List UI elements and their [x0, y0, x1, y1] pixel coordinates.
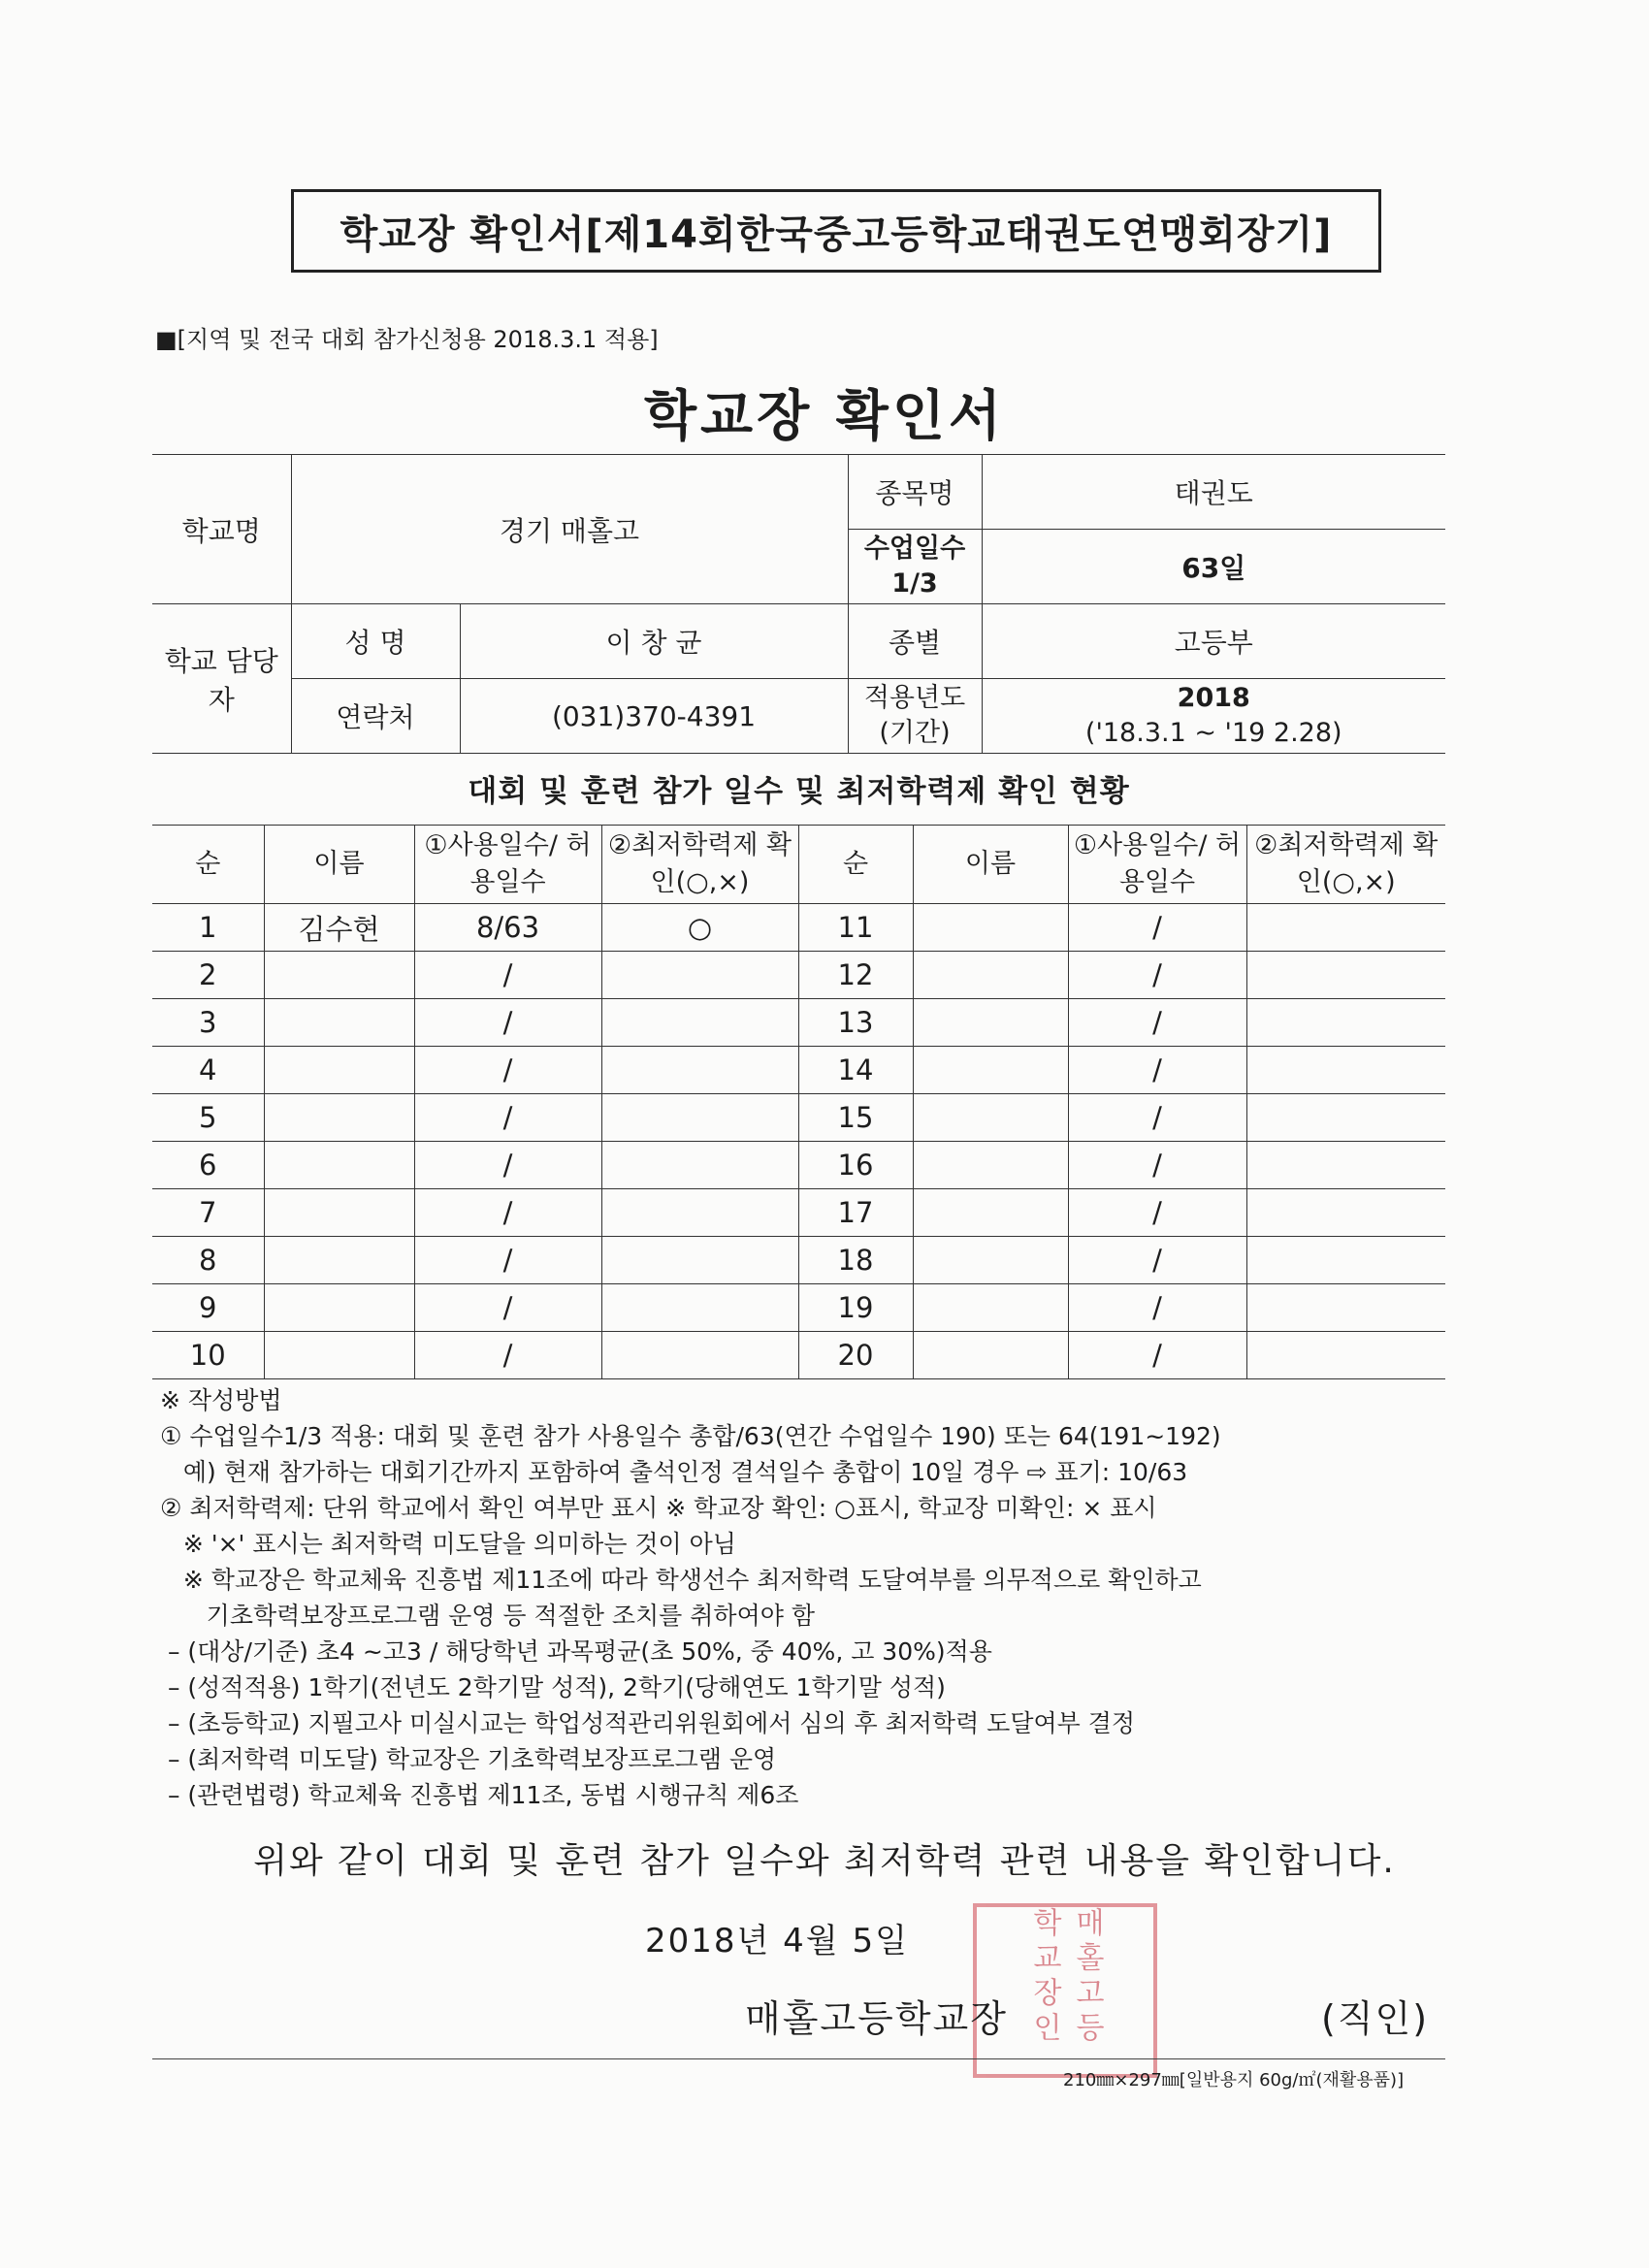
school-label: 학교명: [152, 455, 291, 604]
cell-check: [601, 1094, 798, 1142]
cell-days: /: [414, 1284, 601, 1332]
note-line: ※ '×' 표시는 최저학력 미도달을 의미하는 것이 아님: [160, 1530, 736, 1558]
cell-check: [1246, 1284, 1445, 1332]
cell-check: ○: [601, 904, 798, 952]
cell-no: 17: [798, 1189, 913, 1237]
page-title: 학교장 확인서: [643, 385, 1006, 448]
paper-spec: 210㎜×297㎜[일반용지 60g/㎡(재활용품)]: [1063, 2070, 1405, 2090]
participation-table: [152, 825, 1445, 1379]
cell-days: /: [1068, 1047, 1246, 1094]
cell-name: [913, 952, 1068, 999]
issue-date: 2018년 4월 5일: [645, 1922, 909, 1960]
cell-name: [264, 1284, 414, 1332]
header-name: 이름: [264, 826, 414, 904]
cell-name: [264, 999, 414, 1047]
cell-check: [601, 1047, 798, 1094]
cell-no: 20: [798, 1332, 913, 1379]
cell-name: 김수현: [264, 904, 414, 952]
cell-name: [913, 1142, 1068, 1189]
document-title: 학교장 확인서[제14회한국중고등학교태권도연맹회장기]: [340, 211, 1333, 257]
cell-check: [1246, 1047, 1445, 1094]
header-name: 이름: [913, 826, 1068, 904]
cell-no: 18: [798, 1237, 913, 1284]
cell-check: [1246, 904, 1445, 952]
cell-name: [264, 1237, 414, 1284]
cell-check: [601, 1189, 798, 1237]
table-row: [152, 1189, 1445, 1237]
note-line: ※ 작성방법: [160, 1386, 282, 1414]
cell-check: [1246, 1189, 1445, 1237]
school-info-table: [152, 454, 1445, 754]
cell-days: /: [1068, 1237, 1246, 1284]
cell-name: [913, 1332, 1068, 1379]
cell-days: /: [414, 999, 601, 1047]
cell-name: [913, 1094, 1068, 1142]
cell-no: 15: [798, 1094, 913, 1142]
seal-label: (직인): [1321, 1997, 1430, 2040]
manager-label: 학교 담당자: [152, 604, 291, 754]
cell-days: /: [414, 1047, 601, 1094]
cell-days: /: [1068, 999, 1246, 1047]
event-label: 종목명: [848, 455, 982, 530]
cell-no: 1: [152, 904, 264, 952]
note-line: 예) 현재 참가하는 대회기간까지 포함하여 출석인정 결석일수 총합이 10일 경우 ⇨ 표기: 10/63: [160, 1458, 1188, 1486]
header-no: 순: [798, 826, 913, 904]
writing-instructions: [160, 1382, 1460, 1813]
year-cell: [982, 679, 1445, 754]
table-row: [152, 1284, 1445, 1332]
note-line: ※ 학교장은 학교체육 진흥법 제11조에 따라 학생선수 최저학력 도달여부를 의무적으로 확인하고: [160, 1566, 1202, 1594]
division-label: 종별: [848, 604, 982, 679]
cell-name: [264, 952, 414, 999]
cell-days: /: [1068, 1094, 1246, 1142]
cell-check: [1246, 1142, 1445, 1189]
cell-days: /: [414, 952, 601, 999]
event-value: 태권도: [982, 455, 1445, 530]
cell-no: 19: [798, 1284, 913, 1332]
note-line: – (최저학력 미도달) 학교장은 기초학력보장프로그램 운영: [160, 1745, 777, 1773]
note-line: ② 최저학력제: 단위 학교에서 확인 여부만 표시 ※ 학교장 확인: ○표시, 학교장 미확인: × 표시: [160, 1494, 1157, 1522]
table-row: [152, 904, 1445, 952]
days-label: 수업일수 1/3: [848, 530, 982, 604]
period-value: ('18.3.1 ~ '19 2.28): [1084, 718, 1342, 748]
cell-no: 4: [152, 1047, 264, 1094]
cell-name: [264, 1094, 414, 1142]
cell-name: [913, 1189, 1068, 1237]
name-label: 성 명: [291, 604, 460, 679]
cell-no: 10: [152, 1332, 264, 1379]
cell-name: [913, 904, 1068, 952]
cell-check: [1246, 999, 1445, 1047]
cell-days: 8/63: [414, 904, 601, 952]
cell-name: [264, 1047, 414, 1094]
cell-days: /: [1068, 1332, 1246, 1379]
section-title: 대회 및 훈련 참가 일수 및 최저학력제 확인 현황: [468, 774, 1130, 809]
note-line: 기초학력보장프로그램 운영 등 적절한 조치를 취하여야 함: [160, 1602, 815, 1630]
cell-check: [1246, 1237, 1445, 1284]
cell-days: /: [1068, 1189, 1246, 1237]
table-row: [152, 1237, 1445, 1284]
header-no: 순: [152, 826, 264, 904]
principal-signature: 매홀고등학교장: [745, 1997, 1008, 2040]
cell-no: 6: [152, 1142, 264, 1189]
cell-days: /: [1068, 904, 1246, 952]
document-title-box: [291, 189, 1381, 273]
table-row: [152, 1047, 1445, 1094]
cell-days: /: [414, 1332, 601, 1379]
cell-name: [913, 1237, 1068, 1284]
cell-no: 14: [798, 1047, 913, 1094]
header-days: ①사용일수/ 허용일수: [1068, 826, 1246, 904]
cell-days: /: [414, 1189, 601, 1237]
cell-no: 12: [798, 952, 913, 999]
cell-name: [913, 999, 1068, 1047]
cell-name: [264, 1189, 414, 1237]
cell-no: 13: [798, 999, 913, 1047]
cell-check: [1246, 1094, 1445, 1142]
cell-check: [601, 999, 798, 1047]
name-value: 이 창 균: [460, 604, 848, 679]
cell-days: /: [414, 1094, 601, 1142]
note-line: – (관련법령) 학교체육 진흥법 제11조, 동법 시행규칙 제6조: [160, 1781, 799, 1809]
header-check: ②최저학력제 확인(○,×): [1246, 826, 1445, 904]
year-label: 적용년도 (기간): [848, 679, 982, 754]
note-line: – (초등학교) 지필고사 미실시교는 학업성적관리위원회에서 심의 후 최저학력 도달여부 결정: [160, 1709, 1136, 1737]
cell-check: [1246, 952, 1445, 999]
footer-divider: [152, 2058, 1445, 2059]
header-days: ①사용일수/ 허용일수: [414, 826, 601, 904]
confirmation-statement: 위와 같이 대회 및 훈련 참가 일수와 최저학력 관련 내용을 확인합니다.: [253, 1841, 1396, 1881]
cell-check: [601, 952, 798, 999]
table-row: [152, 1332, 1445, 1379]
days-value: 63일: [982, 530, 1445, 604]
cell-no: 9: [152, 1284, 264, 1332]
cell-days: /: [1068, 952, 1246, 999]
cell-no: 8: [152, 1237, 264, 1284]
cell-name: [913, 1047, 1068, 1094]
cell-check: [601, 1284, 798, 1332]
table-row: [152, 952, 1445, 999]
division-value: 고등부: [982, 604, 1445, 679]
note-line: – (대상/기준) 초4 ~고3 / 해당학년 과목평균(초 50%, 중 40%, 고 30%)적용: [160, 1637, 992, 1666]
note-line: – (성적적용) 1학기(전년도 2학기말 성적), 2학기(당해연도 1학기말 성적): [160, 1673, 946, 1701]
cell-name: [264, 1142, 414, 1189]
cell-days: /: [1068, 1284, 1246, 1332]
cell-days: /: [414, 1237, 601, 1284]
cell-name: [913, 1284, 1068, 1332]
school-value: 경기 매홀고: [291, 455, 848, 604]
contact-label: 연락처: [291, 679, 460, 754]
contact-value: (031)370-4391: [460, 679, 848, 754]
table-row: [152, 999, 1445, 1047]
usage-note: ■[지역 및 전국 대회 참가신청용 2018.3.1 적용]: [155, 326, 659, 353]
year-value: 2018: [1177, 683, 1250, 713]
table-row: [152, 1094, 1445, 1142]
cell-check: [601, 1142, 798, 1189]
official-seal-stamp: 매홀고등학교장인: [973, 1903, 1157, 2078]
cell-check: [601, 1237, 798, 1284]
cell-name: [264, 1332, 414, 1379]
cell-no: 5: [152, 1094, 264, 1142]
cell-no: 7: [152, 1189, 264, 1237]
note-line: ① 수업일수1/3 적용: 대회 및 훈련 참가 사용일수 총합/63(연간 수업일수 190) 또는 64(191~192): [160, 1422, 1221, 1450]
cell-no: 3: [152, 999, 264, 1047]
cell-check: [1246, 1332, 1445, 1379]
cell-no: 11: [798, 904, 913, 952]
cell-check: [601, 1332, 798, 1379]
table-row: [152, 1142, 1445, 1189]
cell-no: 2: [152, 952, 264, 999]
cell-days: /: [414, 1142, 601, 1189]
cell-days: /: [1068, 1142, 1246, 1189]
header-check: ②최저학력제 확인(○,×): [601, 826, 798, 904]
cell-no: 16: [798, 1142, 913, 1189]
